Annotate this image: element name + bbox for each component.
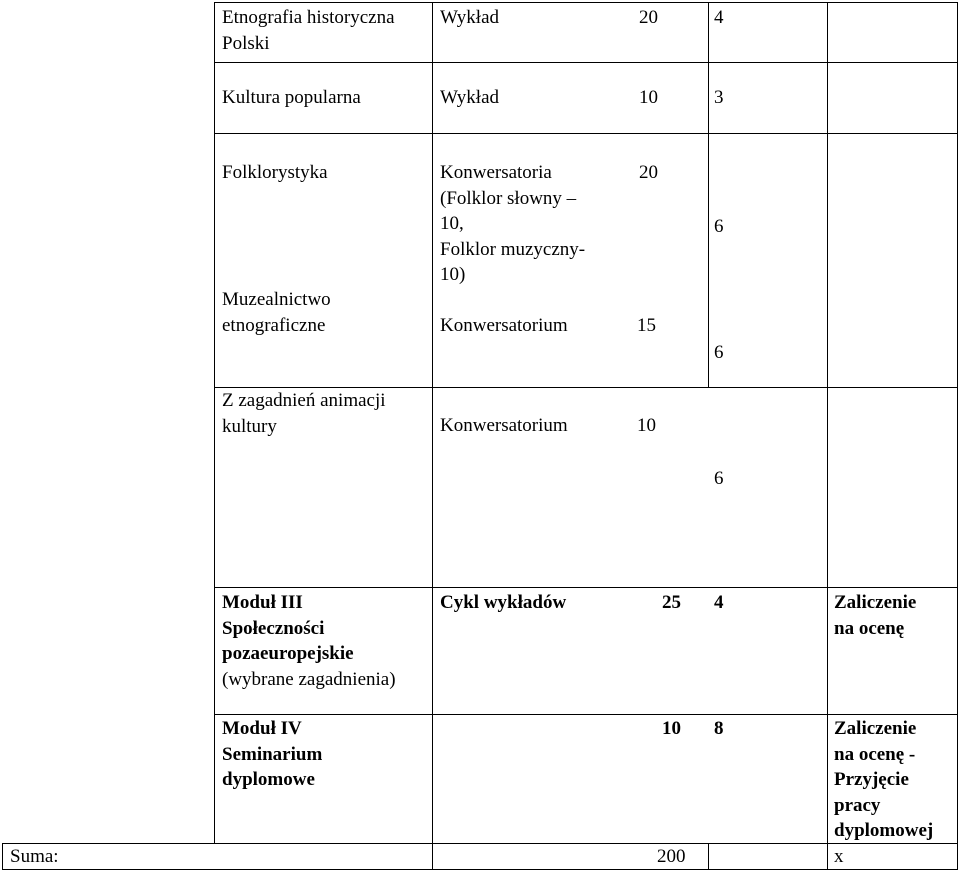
subject-cell: Muzealnictwo etnograficzne <box>222 289 331 336</box>
ects-cell: 8 <box>714 718 724 739</box>
column-divider <box>214 2 215 844</box>
form-cell: Wykład <box>440 87 500 108</box>
hours-cell: 20 <box>639 7 658 28</box>
table-border-bottom <box>2 869 958 870</box>
subject-cell: Folklorystyka <box>222 162 328 183</box>
row-divider <box>214 587 958 588</box>
row-divider <box>214 133 958 134</box>
row-divider <box>214 714 958 715</box>
column-divider <box>2 843 3 870</box>
summary-ects: x <box>834 846 844 867</box>
ects-cell: 3 <box>714 87 724 108</box>
summary-label: Suma: <box>10 846 59 867</box>
ects-cell: 6 <box>714 468 724 489</box>
form-cell: Konwersatoria (Folklor słowny – 10, Folklor muzyczny- 10) <box>440 162 586 285</box>
table-border-right <box>957 2 958 870</box>
column-divider <box>432 2 433 870</box>
column-divider <box>827 2 828 870</box>
form-cell: Cykl wykładów <box>440 592 567 613</box>
ects-cell: 4 <box>714 7 724 28</box>
column-divider <box>708 843 709 870</box>
subject-cell: Kultura popularna <box>222 87 361 108</box>
credit-cell: Zaliczenie na ocenę <box>834 592 917 639</box>
hours-cell: 10 <box>662 718 681 739</box>
hours-cell: 15 <box>637 315 656 336</box>
table-border-top <box>214 2 958 3</box>
ects-cell: 6 <box>714 216 724 237</box>
subject-cell: Moduł IV Seminarium dyplomowe <box>222 718 323 790</box>
row-divider <box>214 62 958 63</box>
ects-cell: 4 <box>714 592 724 613</box>
form-cell: Konwersatorium <box>440 415 568 436</box>
hours-cell: 20 <box>639 162 658 183</box>
form-cell: Konwersatorium <box>440 315 568 336</box>
row-divider <box>2 843 958 844</box>
subject-cell: Moduł III Społeczności pozaeuropejskie (wybrane zagadnienia) <box>222 592 396 690</box>
form-cell: Wykład <box>440 7 500 28</box>
hours-cell: 10 <box>639 87 658 108</box>
column-divider <box>708 2 709 388</box>
ects-cell: 6 <box>714 342 724 363</box>
hours-cell: 10 <box>637 415 656 436</box>
hours-cell: 25 <box>662 592 681 613</box>
summary-hours: 200 <box>657 846 686 867</box>
subject-cell: Etnografia historyczna Polski <box>222 7 395 54</box>
subject-cell: Z zagadnień animacji kultury <box>222 390 386 437</box>
credit-cell: Zaliczenie na ocenę - Przyjęcie pracy dyplomowej <box>834 718 934 841</box>
